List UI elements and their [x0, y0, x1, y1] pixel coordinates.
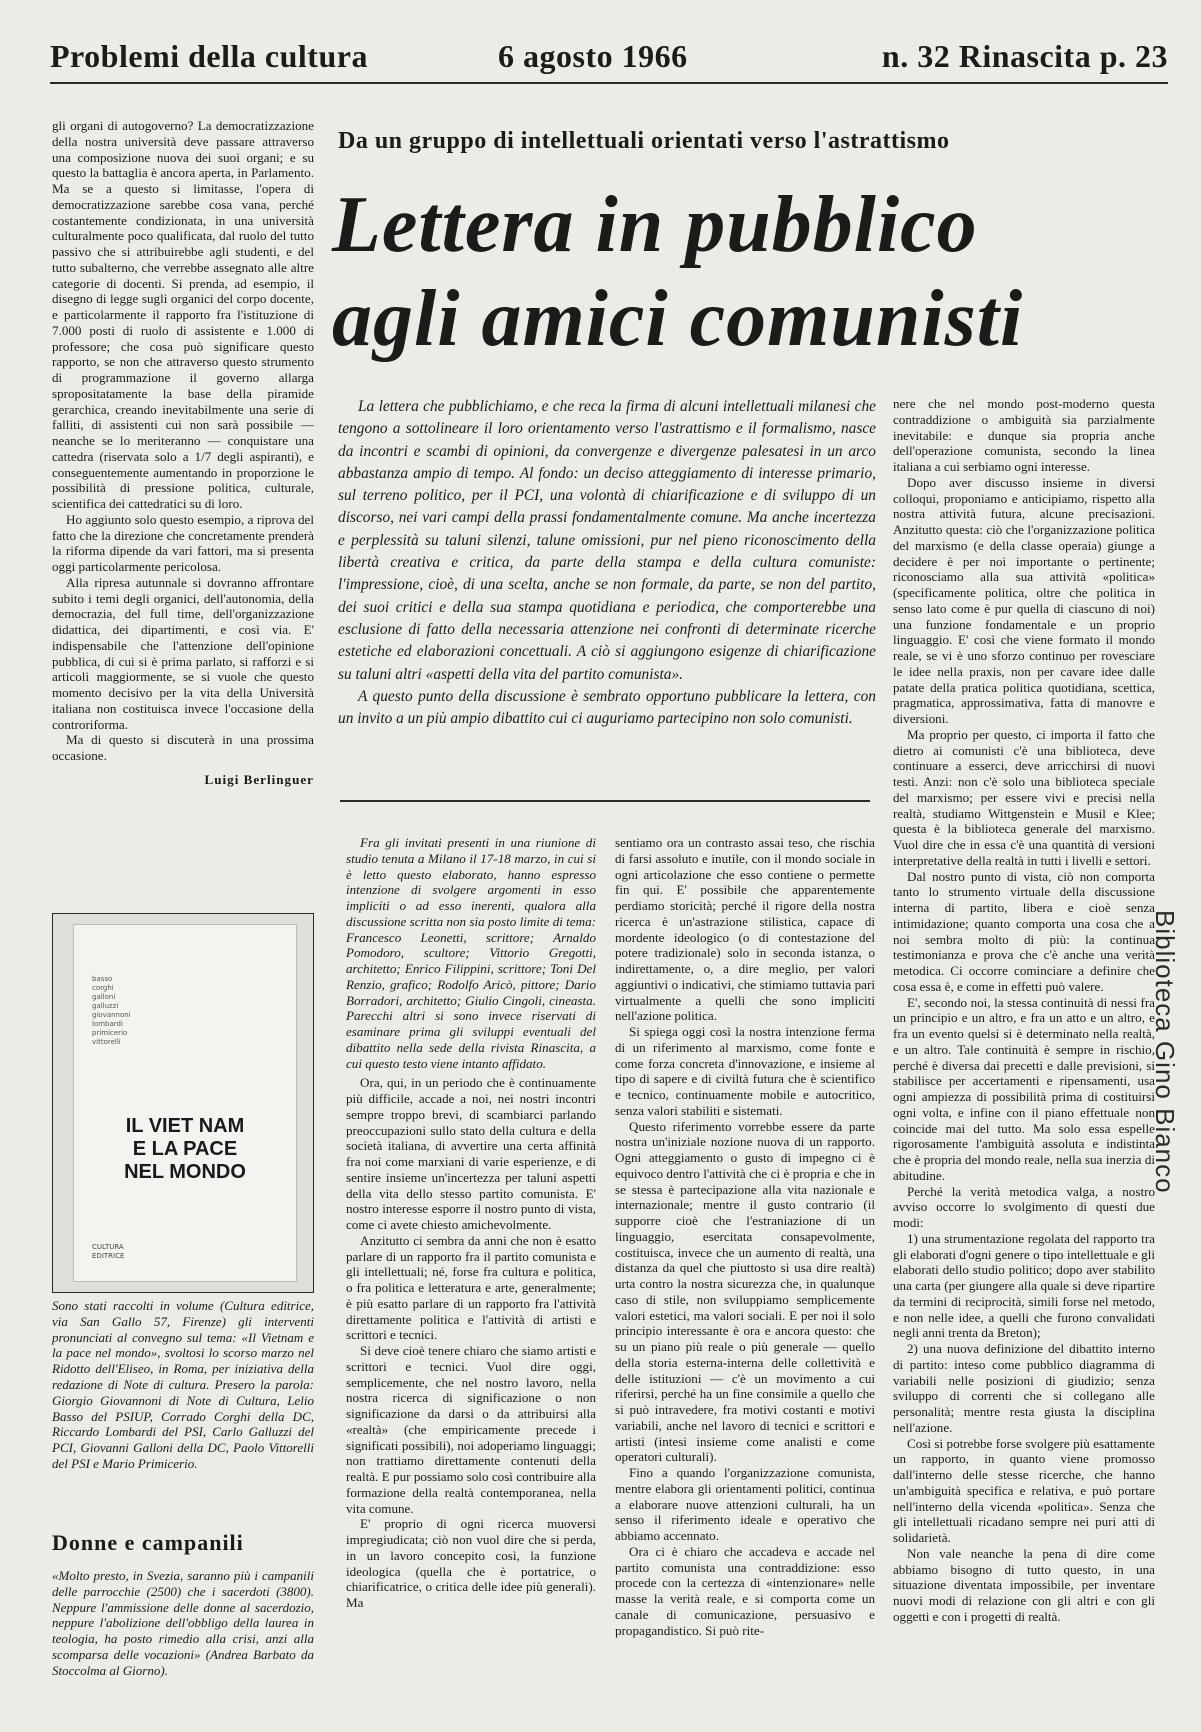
col-c-paragraph-3: Ma proprio per questo, ci importa il fatto che dietro ai comunisti c'è una biblioteca, deve continuare a esserci, deve arricchirsi di nuovi testi. Anzi: non c'è solo una biblioteca speciale del marxismo; per essere vivi e precisi nella realtà, studiamo Wittgenstein e Musil e Klee; questa è la biblioteca generale del marxismo. Vuol dire che in essa c'è una quantità di versioni interpretative della realtà in tutti i livelli e settori. — [893, 726, 1155, 868]
intro-paragraph-2: A questo punto della discussione è sembrato opportuno pubblicare la lettera, con un invito a un più ampio dibattito cui ci auguriamo partecipino non solo comunisti. — [338, 687, 876, 728]
article-column-c — [893, 396, 1155, 1625]
col-a-paragraph-1: Ora, qui, in un periodo che è continuamente più difficile, accade a noi, nei nostri incontri sempre troppo brevi, di scambiarci parlando preoccupazioni sullo stato della cultura e della società italiana, di avvertire una certa affinità fra noi come marxiani di varie esperienze, e di sentire insieme un'incertezza per taluni aspetti della vita dello stesso partito comunista. E' nostro interesse esporre il nostro punto di vista, come ci avete chiesto amichevolmente. — [346, 1075, 596, 1232]
article-headline: Lettera in pubblico agli amici comunisti — [332, 181, 1024, 363]
article-column-b — [615, 835, 875, 1638]
donne-text: «Molto presto, in Svezia, saranno più i campanili delle parrocchie (2500) che i sacerdoti (3800). Neppure l'ammissione delle donne al sacerdozio, neppure l'abolizione dell'obbligo della laurea in teologia, ha posto rimedio alla crisi, anzi alla scomparsa delle vocazioni» (Andrea Barbato da Stoccolma al Giorno). — [52, 1568, 314, 1678]
intro-rule — [340, 800, 870, 802]
col-a-paragraph-3: Si deve cioè tenere chiaro che siamo artisti e scrittori e tecnici. Vuol dire oggi, semplicemente, che nel nostro lavoro, nella nostra ricerca di significazione o non significazione da darsi o da attribuirsi alla «realtà» (che empiricamente precede i significati possibili), noi adoperiamo linguaggi; non trattiamo direttamente contenuti della realtà. E pur possiamo solo così contribuire alla formazione della realtà contemporanea, nella vita comune. — [346, 1343, 596, 1516]
left-paragraph-3: Alla ripresa autunnale si dovranno affrontare subito i temi degli organici, dell'autonomia, della democrazia, del full time, dell'organizzazione didattica, dei dipartimenti, e così via. E' indispensabile che l'attenzione dell'opinione pubblica, di cui si è prima parlato, si rafforzi e si articoli maggiormente, se si vuole che questo momento decisivo per la vita della Università italiana non costituisca invece l'occasione della controriforma. — [52, 574, 314, 732]
article-intro — [338, 396, 876, 730]
intro-paragraph-1: La lettera che pubblichiamo, e che reca la firma di alcuni intellettuali milanesi che tengono a sottolineare il loro orientamento verso l'astrattismo e il formalismo, nasce da incontri e scambi di opinioni, da convergenze e divergenze palesatesi in un arco abbastanza ampio di tempo. Al fondo: un deciso atteggiamento di interesse primario, sul terreno politico, per il PCI, una volontà di chiarificazione e di sviluppo di un discorso, nei vari campi della prassi fondamentalmente comune. Ma anche incertezza e perplessità su taluni silenzi, talune omissioni, pur nel pieno riconoscimento della libertà creativa e critica, da parte della stampa e della cultura comuniste: l'impressione, cioè, di una scelta, anche se non formale, da parte, se non del partito, dei suoi critici e della sua stampa quotidiana e periodica, che comporterebbe una esclusione di fatto della necessaria attenzione nei confronti di determinate ricerche estetiche ed elaborazioni concettuali. A ciò si aggiungono esigenze di chiarificazione su taluni altri «aspetti della vita del partito comunista». — [338, 398, 876, 683]
header-issue: n. 32 Rinascita p. 23 — [881, 38, 1168, 74]
left-paragraph-1: gli organi di autogoverno? La democratizzazione della nostra università deve passare attraverso una composizione nuova dei suoi organi; e su questo la battaglia è ancora aperta, in Parlamento. Ma se a questo si limitasse, l'opera di democratizzazione sarebbe cosa vana, perché costantemente condizionata, in una università culturalmente poco qualificata, dal ruolo del tutto passivo che si attribuirebbe agli studenti, e del tutto subalterno, che verrebbe assegnato alle altre categorie di docenti. Si prenda, ad esempio, il disegno di legge sugli organici del corpo docente, e particolarmente il rapporto fra l'istituzione di 7.000 posti di ruolo di assistente e 1.000 di professore; che cosa può significare questo rapporto, se non che attraverso questo strumento di programmazione il governo allarga spropositatamente la base della piramide gerarchica, creando inevitabilmente una serie di falliti, di assistenti cui non sarà possibile — neanche se lo meriteranno — conquistare una cattedra (riservata solo a 1/7 degli aspiranti), e conseguentemente aumentando in proporzione le possibilità di pressione politica, culturale, scientifica dei cattedratici su di loro. — [52, 118, 314, 511]
col-c-paragraph-9: Così si potrebbe forse svolgere più esattamente un rapporto, in quanto viene promosso dall'interno delle stesse ricerche, che hanno un'ambiguità specifica e relativa, e può portare nell'interno della vicenda «politica». Senza che gli intellettuali ricadano sempre nei puri atti di solidarietà. — [893, 1435, 1155, 1545]
col-b-paragraph-3: Questo riferimento vorrebbe essere da parte nostra un'iniziale nozione nuova di un rapporto. Ogni atteggiamento o gusto di impegno ci è equivoco dentro l'attività che ci è propria e che in se stessa è partecipazione alla vita nazionale e internazionale; mentre il gusto contrario (il supporre cioè che l'estraniazione di un linguaggio, esercitata consapevolmente, costituisca, invece che un aumento di realtà, una distanza da quel che piuttosto si usa dire realtà) urta contro la nostra sicurezza che, in qualunque caso di stile, non sviluppiamo semplicemente valori estetici, ma valori sociali. E per noi il solo principio interessante è ora e ancora questo: che su un piano più reale o più generale — quello della storia esterna-interna delle collettività e delle istituzioni — c'è un movimento a cui riferirsi, perché ha un fine consimile a quello che si può intravedere, fra motivi costanti e motivi variabili, anche nel lavoro di tecnici e scrittori e artisti (intesi insieme come analisti e come operatori culturali). — [615, 1118, 875, 1465]
left-paragraph-4: Ma di questo si discuterà in una prossima occasione. — [52, 732, 314, 763]
header-rule — [50, 82, 1168, 84]
col-b-paragraph-2: Si spiega oggi così la nostra intenzione ferma di un riferimento al marxismo, come fonte e come forza concreta d'innovazione, e insieme al tipo di sapere e di civiltà futura che è scientifico e tecnico, continuamente mobile e autocritico, senza valori stabiliti e sistemati. — [615, 1024, 875, 1118]
article-kicker: Da un gruppo di intellettuali orientati verso l'astrattismo — [338, 128, 950, 154]
book-cover-image — [52, 913, 314, 1293]
header-date: 6 agosto 1966 — [498, 38, 688, 74]
article-column-a — [346, 835, 596, 1611]
col-a-paragraph-4: E' proprio di ogni ricerca muoversi impregiudicata; ciò non vuol dire che si perda, in un lavoro concepito così, la funzione ideologica (quella che è portatrice, o chiarificatrice, o critica delle idee più generali). Ma — [346, 1516, 596, 1610]
left-article-column — [52, 118, 314, 788]
col-c-paragraph-5: E', secondo noi, la stessa continuità di nessi fra un principio e un altro, e fra un atto e un altro, e fra un evento quelsi si è determinato nella realtà, e un altro. Tale continuità è sempre in rischio, perché è diversa dai precetti e dalle previsioni, si stabilisce per accertamenti e ripensamenti, usa ogni ampiezza di possibilità prima di costituirsi ogni volta, e infine con il piano effettuale non coincide mai del tutto. Ma solo essa espelle rigorosamente l'ambiguità assoluta e indistinta che è propria del mondo reale, nella sua inerzia di abitudine. — [893, 994, 1155, 1183]
col-c-paragraph-8: 2) una nuova definizione del dibattito interno di partito: inteso come pubblico diagramma di variabili nelle posizioni di giudizio; senza sviluppo di correnti che si collegano alle personalità; mentre resta giusta la disciplina nell'azione. — [893, 1341, 1155, 1435]
col-c-paragraph-4: Dal nostro punto di vista, ciò non comporta tanto lo strumento virtuale della discussione interna di partito, libera e cioè senza intimidazione; quanto comporta una cosa che a noi sembra molto di più: la continua testimonianza e prova che c'è anche una verità metodica. Ci occorre cominciare a definire che cosa essa è, e come in effetti può valere. — [893, 868, 1155, 994]
page-header — [50, 38, 1168, 82]
col-c-paragraph-2: Dopo aver discusso insieme in diversi colloqui, proponiamo e anticipiamo, rispetto alla nostra attività futura, alcune precisazioni. Anzitutto questa: ciò che l'organizzazione politica del marxismo (e della classe operaia) giunge a decidere è per noi importante o pertinente; riconosciamo alla sua attività «politica» (specificamente politica, oltre che politica in senso lato come è pur quella di ciascuno di noi) una funzione fondamentale e un proprio linguaggio. E' così che viene formato il mondo reale, se vi è uno sforzo continuo per rovesciare le idee nella praxis, non per cavare idee dalle patate della pratica politica quotidiana, scettica, pragmatica, approssimativa, fatta di manovre e diversioni. — [893, 474, 1155, 726]
col-c-paragraph-6: Perché la verità metodica valga, a nostro avviso occorre lo svolgimento di questi due modi: — [893, 1183, 1155, 1230]
left-paragraph-2: Ho aggiunto solo questo esempio, a riprova del fatto che la direzione che concretamente prenderà la riforma dipende da vari fattori, ma si presenta oggi particolarmente pericolosa. — [52, 511, 314, 574]
col-c-paragraph-10: Non vale neanche la pena di dire come abbiamo bisogno di tutto questo, in una situazione diventata impossibile, per inventare nuovi modi di relazione con gli altri e con gli oggetti e con i progetti di realtà. — [893, 1545, 1155, 1624]
col-b-paragraph-4: Fino a quando l'organizzazione comunista, mentre elabora gli orientamenti politici, continua a elaborare nuove attenzioni culturali, ha un senso il riferimento ideale e operativo che abbiamo accennato. — [615, 1465, 875, 1543]
book-caption: Sono stati raccolti in volume (Cultura editrice, via San Gallo 57, Firenze) gli interventi pronunciati al convegno sul tema: «Il Vietnam e la pace nel mondo», svoltosi lo scorso marzo nel Ridotto dell'Eliseo, in Roma, per iniziativa della redazione di Note di cultura. Presero la parola: Giorgio Giovannoni di Note di Cultura, Lelio Basso del PSIUP, Corrado Corghi della DC, Riccardo Lombardi del PSI, Carlo Galluzzi del PCI, Giovanni Galloni della DC, Paolo Vittorelli del PSI e Mario Primicerio. — [52, 1298, 314, 1471]
col-c-paragraph-1: nere che nel mondo post-moderno questa contraddizione o ambiguità sia parzialmente inevitabile: e dunque sia propria anche dell'operazione comunista, secondo la linea italiana a cui serbiamo ogni interesse. — [893, 396, 1155, 474]
left-signature: Luigi Berlinguer — [204, 771, 314, 787]
library-watermark: Biblioteca Gino Bianco — [1150, 910, 1180, 1194]
cover-author-list: basso corghi galloni galluzzi giovannoni lombardi primicerio vittorelli — [92, 975, 131, 1046]
col-c-paragraph-7: 1) una strumentazione regolata del rapporto tra gli elaborati d'ogni genere o tipo intellettuale e gli elaborati dello studio politico; dopo aver stabilito una carta (per giungere alla quale si deve ripartire da termini di reciprocità, simili forse nel metodo, e non nelle idee, a quelli che furono convalidati negli anni trenta da Breton); — [893, 1230, 1155, 1341]
col-b-paragraph-5: Ora ci è chiaro che accadeva e accade nel partito comunista una contraddizione: esso procede con la certezza di «intenzionare» nelle masse la verità reale, e si comporta come un canale di comunicazione, persuasivo e propagandistico. Si può rite- — [615, 1543, 875, 1638]
book-title: IL VIET NAM E LA PACE NEL MONDO — [124, 1115, 246, 1183]
donne-title: Donne e campanili — [52, 1530, 244, 1555]
article-note: Fra gli invitati presenti in una riunione di studio tenuta a Milano il 17-18 marzo, in cui si è letto questo elaborato, hanno espresso intenzione di svolgere argomenti in esso impliciti o ad esso inerenti, qualora alla discussione scritta non sia posto limite di tema: Francesco Leonetti, scrittore; Arnaldo Pomodoro, scultore; Vittorio Gregotti, architetto; Enrico Filippini, scrittore; Toni Del Renzio, grafico; Rodolfo Aricò, pittore; Dario Borradori, architetto; Giulio Cingoli, cineasta. Parecchi altri si sono invece riservati di esaminare prima gli sviluppi eventuali del dibattito nella sede della rivista Rinascita, a cui questo testo viene intanto affidato. — [346, 835, 596, 1071]
header-section: Problemi della cultura — [50, 38, 368, 74]
col-b-paragraph-1: sentiamo ora un contrasto assai teso, che rischia di farsi assoluto e inutile, con il mondo sociale in ogni articolazione che esso contiene o permette fin qui. E' possibile che apparentemente perdiamo storicità; perché il rigore della nostra ricerca è un'astrazione stilistica, capace di mordente ideologico (o di contestazione del potere tradizionale) solo in seconda istanza, o indirettamente, o, a dire meglio, per valori aggiuntivi o indicativi, che stimiamo tuttavia pari virtualmente a quelli che sono impliciti nell'azione politica. — [615, 835, 875, 1024]
book-cover — [73, 924, 297, 1282]
col-a-paragraph-2: Anzitutto ci sembra da anni che non è esatto parlare di un rapporto fra il partito comunista e gli intellettuali; né, forse fra cultura e politica, o fra politica e letteratura e arte, generalmente; è più esatto parlare di un rapporto fra l'attività direttamente politica e l'attività di artisti e scrittori e tecnici. — [346, 1232, 596, 1343]
book-publisher: CULTURA EDITRICE — [92, 1243, 125, 1260]
